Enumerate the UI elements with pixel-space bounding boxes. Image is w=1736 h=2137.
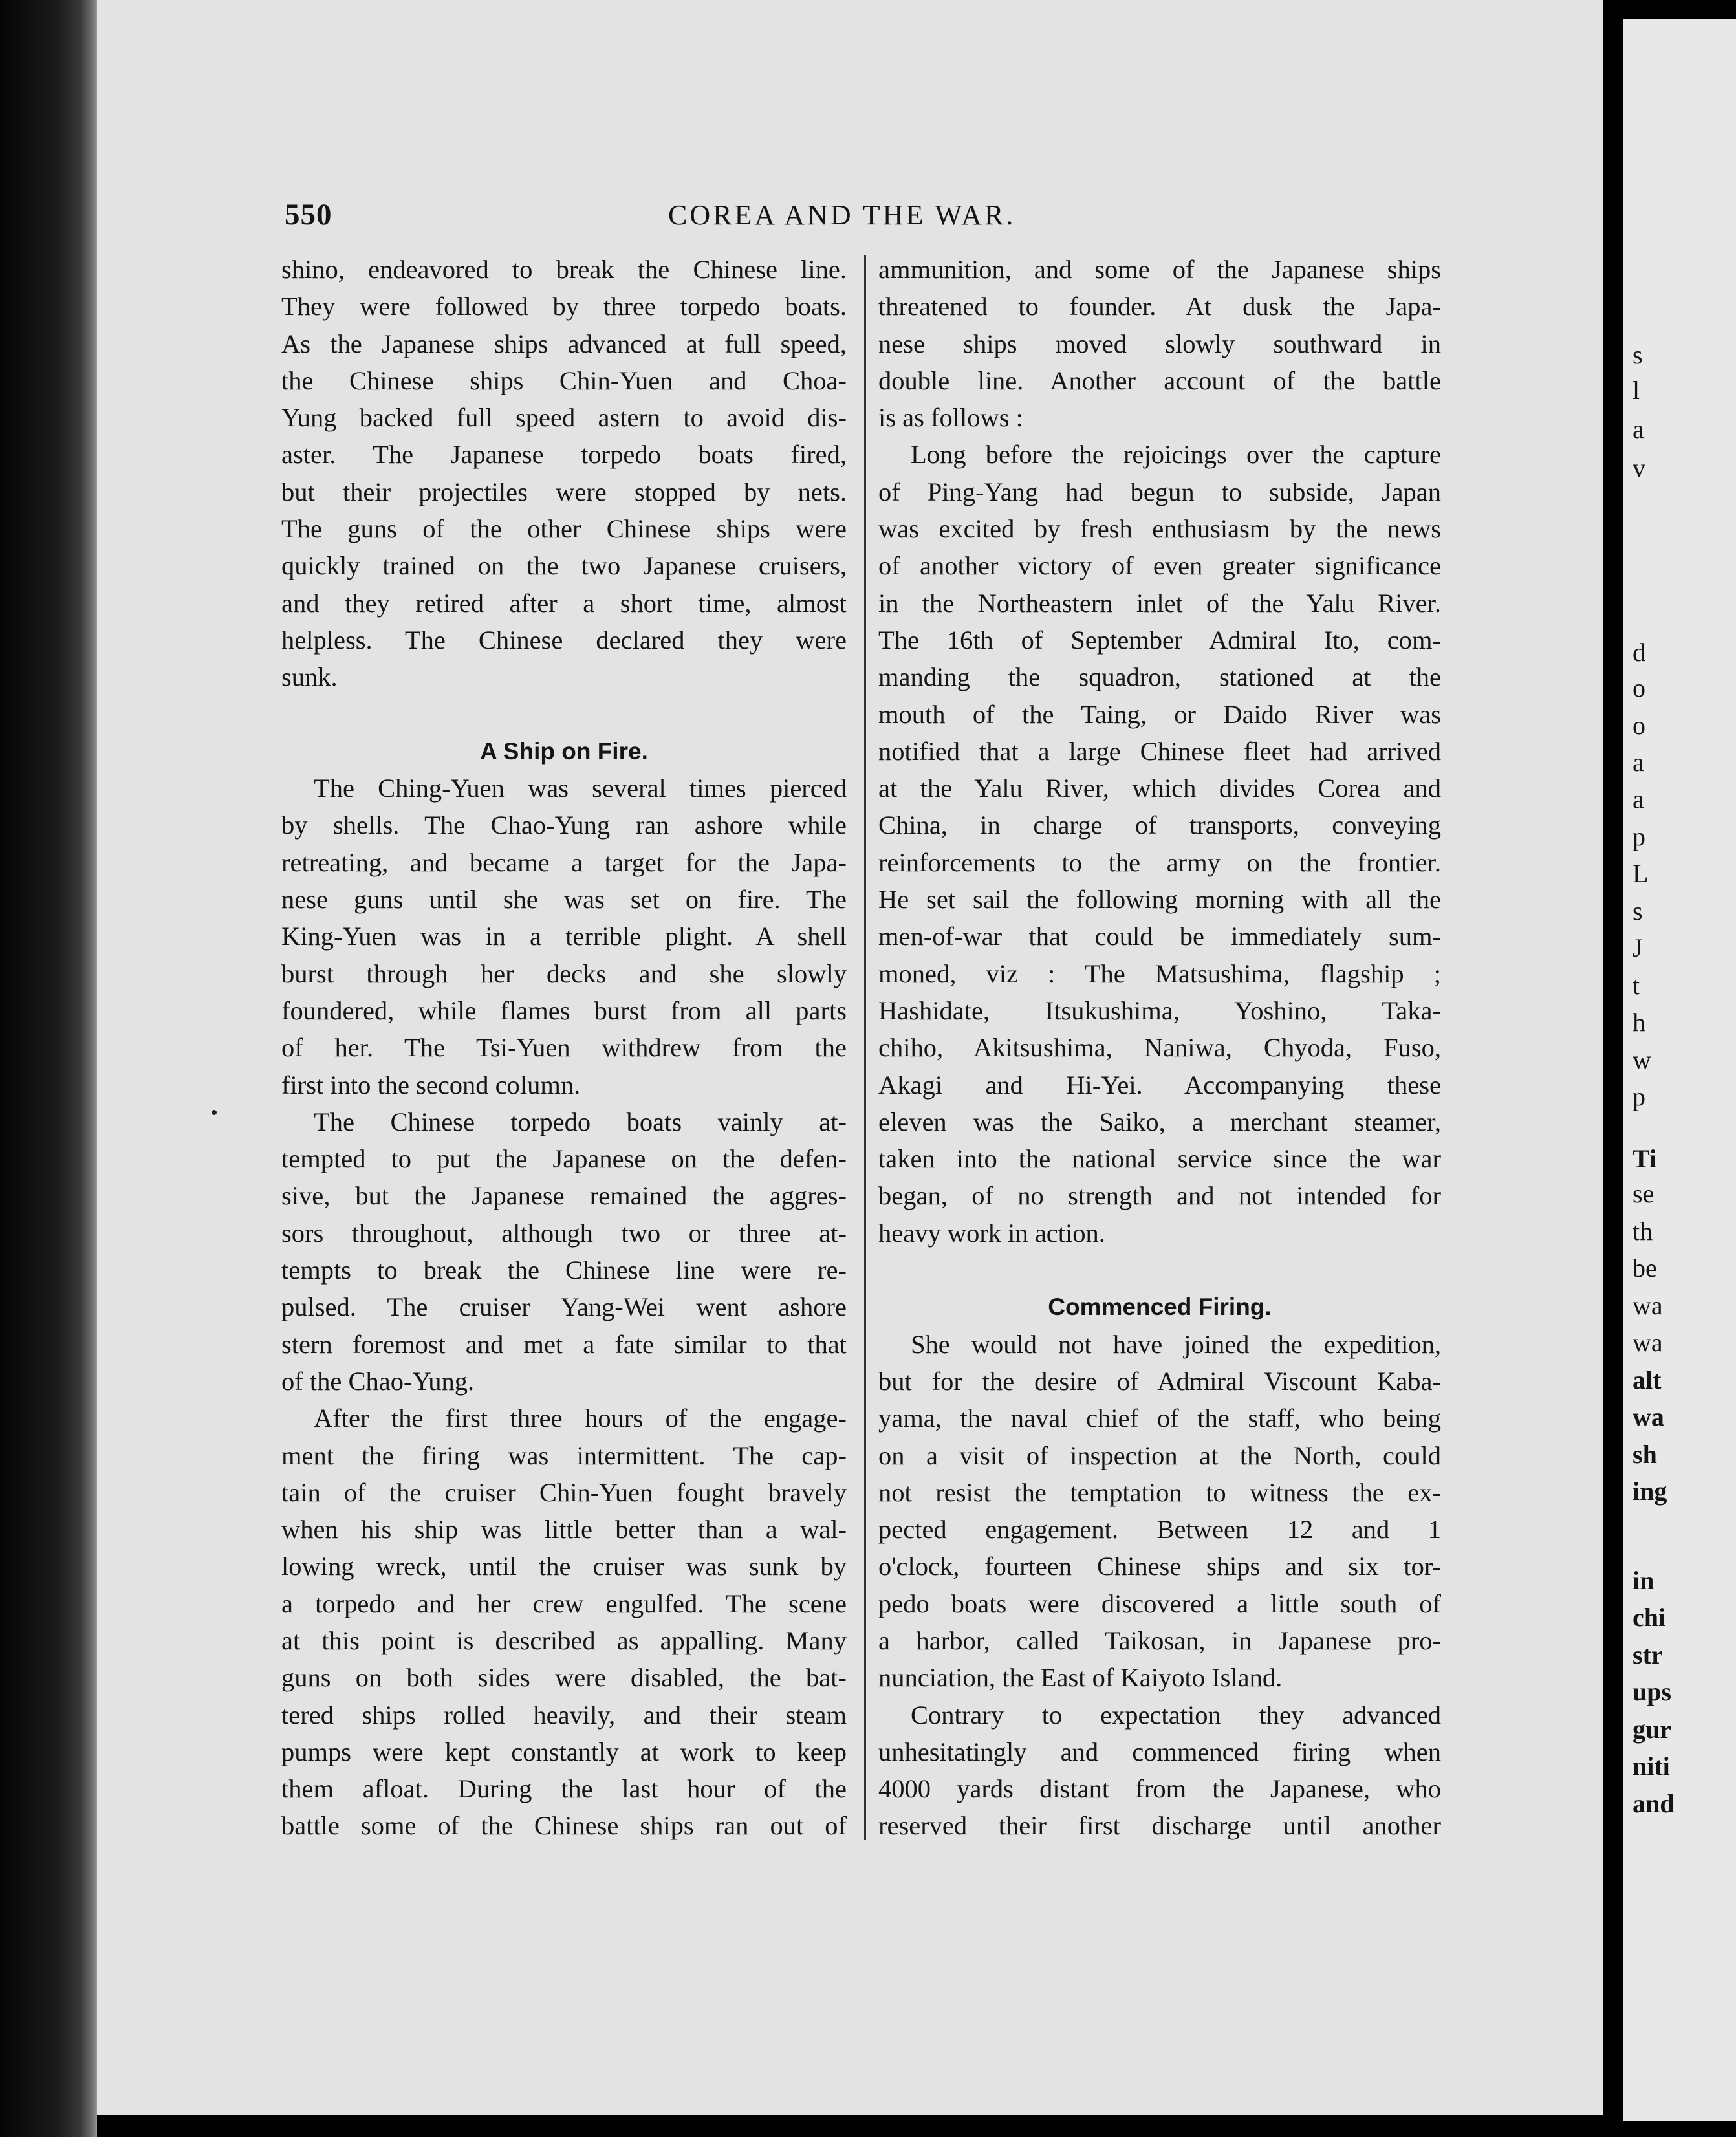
facing-page-fragment: Ti — [1633, 1144, 1657, 1173]
text-line: of her. The Tsi-Yuen withdrew from the — [281, 1033, 847, 1063]
text-line: but for the desire of Admiral Viscount Kaba- — [878, 1366, 1441, 1396]
text-line: nese guns until she was set on fire. The — [281, 885, 847, 915]
text-line: foundered, while flames burst from all parts — [281, 995, 847, 1025]
facing-page-fragment: t — [1633, 971, 1640, 1000]
running-title: COREA AND THE WAR. — [668, 199, 1016, 231]
text-line: burst through her decks and she slowly — [281, 959, 847, 988]
text-line: and they retired after a short time, almost — [281, 588, 847, 618]
right-text-column — [878, 251, 1441, 1845]
text-line: mouth of the Taing, or Daido River was — [878, 699, 1441, 729]
facing-page-fragment: a — [1633, 748, 1644, 777]
text-line: is as follows : — [878, 403, 1023, 433]
text-line: unhesitatingly and commenced firing when — [878, 1737, 1441, 1766]
facing-page-fragment: ups — [1633, 1677, 1672, 1706]
facing-page-fragment: o — [1633, 673, 1645, 702]
facing-page-fragment: se — [1633, 1179, 1655, 1208]
text-line: King-Yuen was in a terrible plight. A shell — [281, 922, 847, 951]
text-line: China, in charge of transports, conveying — [878, 810, 1441, 840]
paragraph-gap — [281, 696, 847, 733]
text-line: first into the second column. — [281, 1070, 581, 1100]
text-line: The guns of the other Chinese ships were — [281, 514, 847, 544]
page-header — [285, 197, 1605, 243]
text-line: them afloat. During the last hour of the — [281, 1774, 847, 1804]
facing-page-fragment: gur — [1633, 1715, 1671, 1744]
text-line: tain of the cruiser Chin-Yuen fought bravely — [281, 1477, 847, 1507]
text-line: in the Northeastern inlet of the Yalu River. — [878, 588, 1441, 618]
facing-page-fragment: alt — [1633, 1365, 1662, 1394]
text-line: pulsed. The cruiser Yang-Wei went ashore — [281, 1292, 847, 1322]
text-line: was excited by fresh enthusiasm by the news — [878, 514, 1441, 544]
facing-page-fragment: l — [1633, 376, 1640, 405]
facing-page-fragment: ing — [1633, 1477, 1667, 1506]
facing-page-fragment: be — [1633, 1253, 1657, 1283]
facing-page-fragment: in — [1633, 1566, 1655, 1595]
facing-page-fragment: str — [1633, 1640, 1663, 1669]
text-line: began, of no strength and not intended for — [878, 1181, 1441, 1211]
text-line: Yung backed full speed astern to avoid dis- — [281, 403, 847, 433]
facing-page-fragment: v — [1633, 453, 1645, 483]
facing-page-fragment: chi — [1633, 1603, 1666, 1632]
text-line: the Chinese ships Chin-Yuen and Choa- — [281, 365, 847, 395]
text-line: eleven was the Saiko, a merchant steamer, — [878, 1107, 1441, 1136]
text-line: nunciation, the East of Kaiyoto Island. — [878, 1663, 1283, 1693]
facing-page-fragment: wa — [1633, 1328, 1663, 1357]
text-line: but their projectiles were stopped by nets. — [281, 477, 847, 506]
text-line: pected engagement. Between 12 and 1 — [878, 1515, 1441, 1545]
print-speck — [212, 1110, 217, 1115]
text-line: on a visit of inspection at the North, could — [878, 1440, 1441, 1470]
page-number: 550 — [285, 198, 332, 232]
text-line: sunk. — [281, 662, 338, 692]
text-line: threatened to founder. At dusk the Japa- — [878, 292, 1441, 321]
text-line: 4000 yards distant from the Japanese, who — [878, 1774, 1441, 1804]
text-line: by shells. The Chao-Yung ran ashore while — [281, 810, 847, 840]
text-line: aster. The Japanese torpedo boats fired, — [281, 440, 847, 470]
text-line: Hashidate, Itsukushima, Yoshino, Taka- — [878, 995, 1441, 1025]
facing-page-fragment: o — [1633, 711, 1645, 740]
text-line: After the first three hours of the engage- — [314, 1404, 847, 1433]
facing-page-fragment: d — [1633, 638, 1645, 667]
text-line: manding the squadron, stationed at the — [878, 662, 1441, 692]
section-heading: A Ship on Fire. — [480, 737, 648, 765]
text-line: at this point is described as appalling. Many — [281, 1625, 847, 1655]
text-line: She would not have joined the expedition, — [911, 1329, 1441, 1359]
text-line: The 16th of September Admiral Ito, com- — [878, 625, 1441, 655]
column-rule — [864, 255, 866, 1840]
text-line: Long before the rejoicings over the capture — [911, 440, 1441, 470]
facing-page-fragment: and — [1633, 1789, 1675, 1818]
facing-page-fragment: a — [1633, 785, 1644, 814]
text-line: taken into the national service since the war — [878, 1144, 1441, 1174]
text-line: sive, but the Japanese remained the aggres- — [281, 1181, 847, 1211]
text-line: helpless. The Chinese declared they were — [281, 625, 847, 655]
facing-page-fragment: p — [1633, 1082, 1645, 1111]
text-line: o'clock, fourteen Chinese ships and six tor- — [878, 1552, 1441, 1581]
facing-page-fragment: L — [1633, 859, 1649, 888]
text-line: The Ching-Yuen was several times pierced — [314, 774, 847, 803]
text-line: sors throughout, although two or three at- — [281, 1218, 847, 1248]
text-line: retreating, and became a target for the Japa- — [281, 847, 847, 877]
text-line: The Chinese torpedo boats vainly at- — [314, 1107, 847, 1136]
facing-page-fragment: wa — [1633, 1291, 1663, 1320]
text-line: Contrary to expectation they advanced — [911, 1700, 1441, 1730]
text-line: reinforcements to the army on the frontier. — [878, 847, 1441, 877]
facing-page-fragment: sh — [1633, 1440, 1657, 1469]
text-line: men-of-war that could be immediately sum- — [878, 922, 1441, 951]
text-line: nese ships moved slowly southward in — [878, 329, 1441, 358]
section-heading: Commenced Firing. — [1048, 1294, 1272, 1321]
text-line: heavy work in action. — [878, 1218, 1105, 1248]
text-line: ammunition, and some of the Japanese ships — [878, 255, 1441, 284]
text-line: of Ping-Yang had begun to subside, Japan — [878, 477, 1441, 506]
text-line: battle some of the Chinese ships ran out of — [281, 1811, 847, 1841]
text-line: shino, endeavored to break the Chinese line. — [281, 255, 847, 284]
text-line: moned, viz : The Matsushima, flagship ; — [878, 959, 1441, 988]
text-line: of the Chao-Yung. — [281, 1366, 475, 1396]
text-line: at the Yalu River, which divides Corea and — [878, 774, 1441, 803]
facing-page-fragment: a — [1633, 415, 1644, 444]
text-line: They were followed by three torpedo boats. — [281, 292, 847, 321]
text-line: tered ships rolled heavily, and their steam — [281, 1700, 847, 1730]
facing-page-fragment: h — [1633, 1008, 1645, 1037]
text-line: when his ship was little better than a wal- — [281, 1515, 847, 1545]
paragraph-gap — [878, 1252, 1441, 1288]
facing-page-fragment: J — [1633, 933, 1643, 962]
facing-page-fragment: s — [1633, 340, 1643, 369]
text-line: yama, the naval chief of the staff, who being — [878, 1404, 1441, 1433]
left-text-column — [281, 251, 847, 1845]
text-line: lowing wreck, until the cruiser was sunk by — [281, 1552, 847, 1581]
text-line: reserved their first discharge until another — [878, 1811, 1441, 1841]
text-line: He set sail the following morning with all the — [878, 885, 1441, 915]
text-line: As the Japanese ships advanced at full speed, — [281, 329, 847, 358]
facing-page-edge — [1623, 19, 1736, 2121]
text-line: ment the firing was intermittent. The cap- — [281, 1440, 847, 1470]
text-line: tempts to break the Chinese line were re- — [281, 1255, 847, 1285]
facing-page-fragment: wa — [1633, 1402, 1664, 1431]
book-gutter — [1603, 0, 1623, 2137]
facing-page-fragment: s — [1633, 896, 1643, 926]
text-line: tempted to put the Japanese on the defen- — [281, 1144, 847, 1174]
facing-page-fragment: w — [1633, 1045, 1651, 1074]
text-line: stern foremost and met a fate similar to that — [281, 1329, 847, 1359]
facing-page-fragment: niti — [1633, 1752, 1670, 1781]
scan-left-edge — [0, 0, 97, 2137]
text-line: guns on both sides were disabled, the bat- — [281, 1663, 847, 1693]
text-line: a torpedo and her crew engulfed. The scene — [281, 1589, 847, 1618]
facing-page-fragment: th — [1633, 1217, 1653, 1246]
text-line: of another victory of even greater significance — [878, 551, 1441, 581]
text-line: chiho, Akitsushima, Naniwa, Chyoda, Fuso, — [878, 1033, 1441, 1063]
text-line: a harbor, called Taikosan, in Japanese pro- — [878, 1625, 1441, 1655]
text-line: not resist the temptation to witness the ex- — [878, 1477, 1441, 1507]
text-line: quickly trained on the two Japanese cruisers, — [281, 551, 847, 581]
text-line: notified that a large Chinese fleet had arrived — [878, 736, 1441, 766]
text-line: double line. Another account of the battle — [878, 365, 1441, 395]
text-line: Akagi and Hi-Yei. Accompanying these — [878, 1070, 1441, 1100]
facing-page-fragment: p — [1633, 822, 1645, 851]
text-line: pedo boats were discovered a little south of — [878, 1589, 1441, 1618]
text-line: pumps were kept constantly at work to keep — [281, 1737, 847, 1766]
